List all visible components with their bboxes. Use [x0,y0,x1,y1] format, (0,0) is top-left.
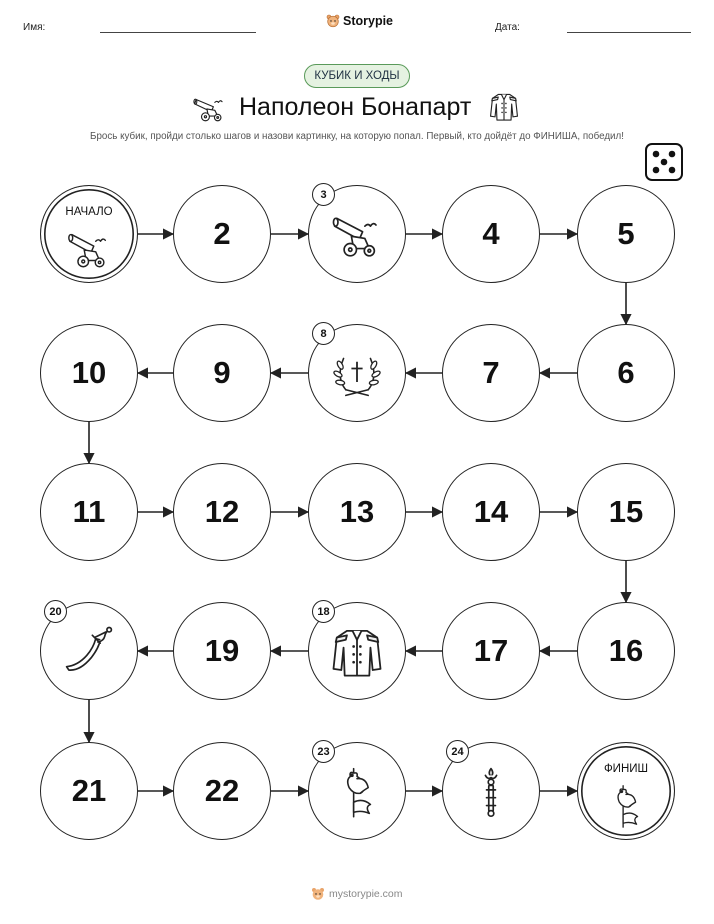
space-number: 6 [617,355,635,390]
bear-mascot-icon [311,887,325,901]
brand-name: Storypie [343,14,394,28]
space-number-tag: 20 [44,600,67,623]
space-number: 21 [71,773,107,808]
space-number-tag: 23 [312,740,335,763]
eagle-standard-icon [329,763,385,819]
space-number: 4 [482,216,500,251]
space-number: 19 [204,633,240,668]
footer-url[interactable]: mystorypie.com [329,888,403,900]
board-space-14 [442,463,540,561]
board-space-16 [577,602,675,700]
instructions: Брось кубик, пройди столько шагов и назови картинку, на которую попал. Первый, кто дойдёт до ФИНИША, победил! [90,131,624,142]
laurel-wreath-cross-icon [329,345,385,401]
space-number-tag: 18 [312,600,335,623]
board-space-6 [577,324,675,422]
board-space-9 [173,324,271,422]
date-label: Дата: [495,22,520,33]
page-title: Наполеон Бонапарт [239,93,472,121]
board-space-12 [173,463,271,561]
uniform-jacket-icon [329,623,385,679]
footer [311,887,403,901]
board-space-7 [442,324,540,422]
space-number: 12 [204,494,240,529]
board-space-17 [442,602,540,700]
board-space-13 [308,463,406,561]
board-space-25 [577,742,675,840]
board-space-1 [40,185,138,283]
space-number: 16 [608,633,644,668]
board-space-21 [40,742,138,840]
space-number: 14 [473,494,509,529]
space-number: 5 [617,216,635,251]
space-number-tag: 24 [446,740,469,763]
space-number: 22 [204,773,240,808]
board-space-22 [173,742,271,840]
cannon-icon [329,206,385,262]
board-space-19 [173,602,271,700]
space-label: ФИНИШ [603,763,649,775]
space-number: 7 [482,355,500,390]
activity-badge: КУБИК И ХОДЫ [304,64,409,88]
saber-icon [61,623,117,679]
space-number-tag: 3 [312,183,335,206]
space-label: НАЧАЛО [65,206,113,218]
board-space-11 [40,463,138,561]
space-number: 15 [608,494,644,529]
space-number: 17 [473,633,509,668]
board-space-4 [442,185,540,283]
board-space-2 [173,185,271,283]
eagle-standard-icon [602,781,650,829]
board-space-15 [577,463,675,561]
space-number: 9 [213,355,231,390]
space-number: 13 [339,494,375,529]
name-label: Имя: [23,22,46,33]
scepter-icon [463,763,519,819]
board-space-5 [577,185,675,283]
space-number: 2 [213,216,231,251]
board-space-10 [40,324,138,422]
space-number-tag: 8 [312,322,335,345]
space-number: 11 [72,494,106,529]
cannon-icon [65,224,113,272]
space-number: 10 [71,355,107,390]
